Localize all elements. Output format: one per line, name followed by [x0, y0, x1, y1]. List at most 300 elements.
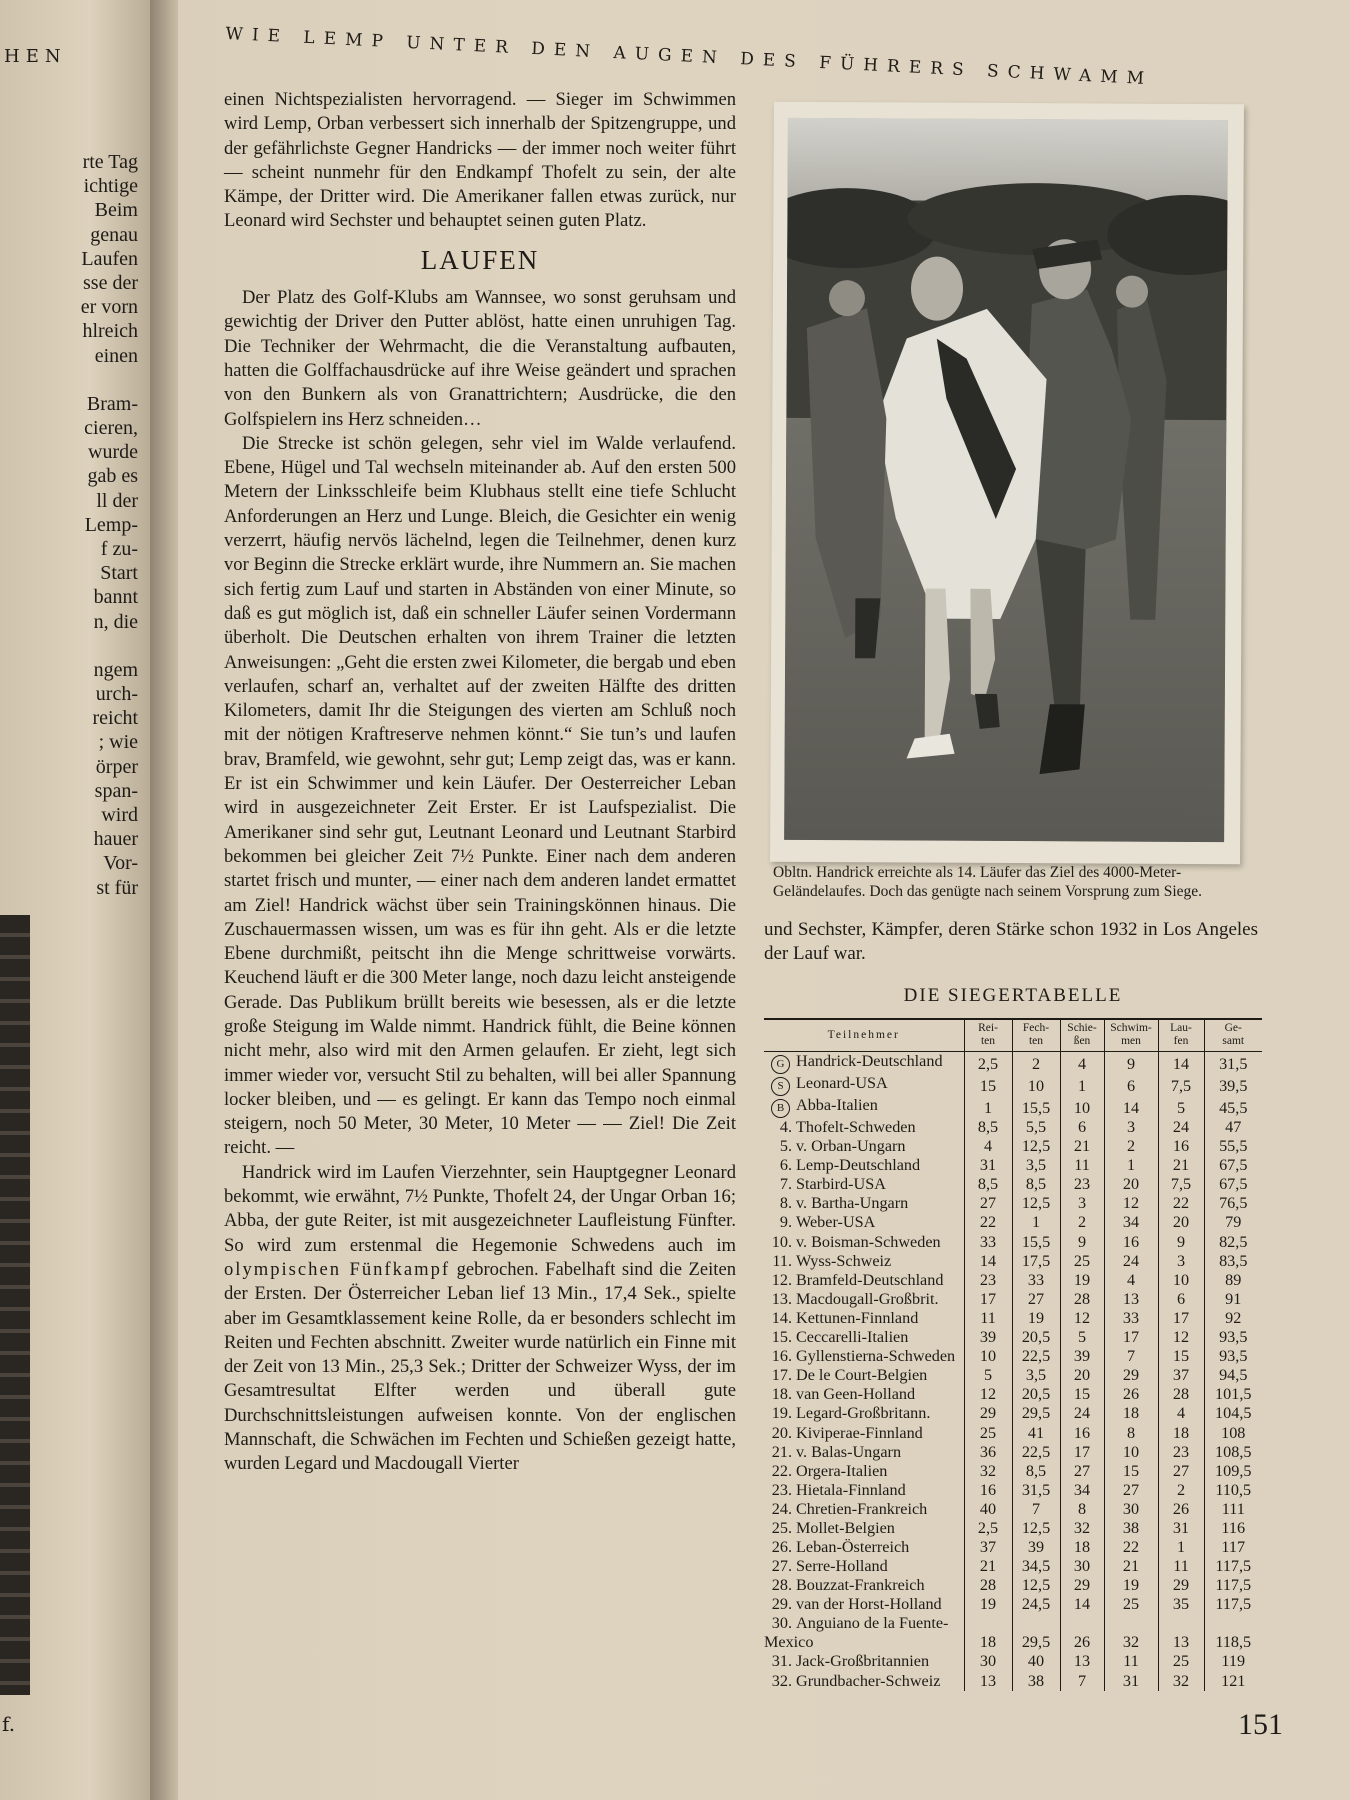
- participant-name: Gyllenstierna-Schweden: [796, 1347, 956, 1366]
- score-cell: 116: [1204, 1519, 1262, 1538]
- header-reiten-2: ten: [980, 1035, 996, 1047]
- participant-cell: [764, 1366, 964, 1385]
- rank-number: 5.: [779, 1137, 792, 1156]
- col-header-reiten: [964, 1019, 1012, 1052]
- col-header-laufen: [1158, 1019, 1204, 1052]
- participant-name: van der Horst-Holland: [796, 1595, 942, 1614]
- rank-number: 7.: [779, 1175, 792, 1194]
- participant-name: Abba-Italien: [796, 1096, 878, 1114]
- score-cell: 108,5: [1204, 1443, 1262, 1462]
- score-cell: 36: [964, 1443, 1012, 1462]
- score-cell: 8,5: [964, 1118, 1012, 1137]
- participant-name: v. Orban-Ungarn: [796, 1137, 906, 1156]
- score-cell: 7: [1104, 1347, 1158, 1366]
- score-cell: 17: [1104, 1328, 1158, 1347]
- score-cell: 26: [1060, 1614, 1104, 1652]
- score-cell: 16: [1104, 1233, 1158, 1252]
- left-page-text-fragments: [81, 150, 138, 900]
- header-laufen-2: fen: [1173, 1035, 1189, 1047]
- col-header-fechten: [1012, 1019, 1060, 1052]
- score-cell: 93,5: [1204, 1347, 1262, 1366]
- left-page-line: ; wie: [98, 731, 138, 754]
- score-cell: 22: [1104, 1538, 1158, 1557]
- participant-cell: [764, 1194, 964, 1213]
- rank-number: 8.: [779, 1194, 792, 1213]
- score-cell: 33: [1012, 1271, 1060, 1290]
- participant-name: Jack-Großbritannien: [796, 1652, 930, 1671]
- participant-name: Bramfeld-Deutschland: [796, 1270, 944, 1289]
- score-cell: 15: [1060, 1385, 1104, 1404]
- score-cell: 31,5: [1204, 1052, 1262, 1075]
- participant-cell: [764, 1175, 964, 1194]
- score-cell: 23: [1158, 1443, 1204, 1462]
- participant-name: Kettunen-Finnland: [796, 1308, 919, 1327]
- table-row: [764, 1194, 1262, 1213]
- score-cell: 27: [1012, 1290, 1060, 1309]
- left-page-line: rte Tag: [82, 151, 138, 173]
- score-cell: 2,5: [964, 1052, 1012, 1075]
- score-cell: 13: [964, 1672, 1012, 1691]
- score-cell: 117,5: [1204, 1576, 1262, 1595]
- score-cell: 9: [1158, 1233, 1204, 1252]
- score-cell: 28: [1158, 1385, 1204, 1404]
- header-gesamt-2: samt: [1222, 1035, 1245, 1047]
- table-row: [764, 1462, 1262, 1481]
- score-cell: 30: [964, 1652, 1012, 1671]
- left-page-line: reicht: [92, 707, 138, 730]
- score-cell: 14: [1158, 1052, 1204, 1075]
- participant-cell: [764, 1347, 964, 1366]
- paragraph-golf-club: Der Platz des Golf-Klubs am Wannsee, wo sonst geruhsam und gewichtig der Driver den Putter ablöst, hatte einen unruhigen Tag. Die Techniker der Wehrmacht, die die Veranstaltung aufbauten, hatten die Golffachausdrücke auf ihre Weise geändert und sprachen von den Bunkern als von Granattrichtern; Ausdrücke, die den Golfspielern ins Herz schneiden…: [224, 287, 736, 430]
- left-page-line: urch-: [95, 683, 138, 706]
- score-cell: 118,5: [1204, 1614, 1262, 1652]
- score-cell: 39: [1012, 1538, 1060, 1557]
- score-cell: 29: [964, 1404, 1012, 1423]
- participant-name: Grundbacher-Schweiz: [796, 1671, 941, 1690]
- participant-name: Wyss-Schweiz: [796, 1251, 892, 1270]
- participant-cell: [764, 1424, 964, 1443]
- left-page-line: [81, 634, 138, 658]
- score-cell: 15: [1158, 1347, 1204, 1366]
- article-intro: einen Nichtspezialisten hervorragend. — Sieger im Schwimmen wird Lemp, Orban verbessert sich innerhalb der Spitzengruppe, und der gefährlichste Gegner Handricks — der immer noch weiter führt — scheint nunmehr für den Endkampf Thofelt zu sein, der alte Kämpe, der Dritter wird. Die Amerikaner fallen etwas zurück, nur Leonard wird Sechster und behauptet seinen guten Platz.: [224, 89, 736, 232]
- rank-number: 4.: [779, 1118, 792, 1136]
- article-column: [224, 88, 736, 1477]
- score-cell: 10: [1104, 1443, 1158, 1462]
- table-row: [764, 1052, 1262, 1075]
- score-cell: 21: [1158, 1156, 1204, 1175]
- table-row: [764, 1385, 1262, 1404]
- score-cell: 35: [1158, 1595, 1204, 1614]
- header-fechten-2: ten: [1028, 1035, 1044, 1047]
- score-cell: 1: [1012, 1213, 1060, 1232]
- score-cell: 6: [1060, 1118, 1104, 1137]
- score-cell: 11: [1060, 1156, 1104, 1175]
- table-row: [764, 1096, 1262, 1118]
- results-table-body: [764, 1052, 1262, 1691]
- table-row: [764, 1652, 1262, 1671]
- score-cell: 15,5: [1012, 1096, 1060, 1118]
- score-cell: 26: [1158, 1500, 1204, 1519]
- score-cell: 38: [1104, 1519, 1158, 1538]
- score-cell: 34: [1104, 1213, 1158, 1232]
- left-page-line: Beim: [94, 199, 138, 222]
- participant-cell: [764, 1652, 964, 1671]
- left-page-line: einen: [94, 344, 138, 367]
- rank-number: 9.: [779, 1213, 792, 1232]
- participant-name: Mollet-Belgien: [796, 1518, 895, 1537]
- score-cell: 16: [1158, 1137, 1204, 1156]
- left-page-line: sse der: [83, 272, 138, 295]
- score-cell: 20,5: [1012, 1328, 1060, 1347]
- score-cell: 14: [964, 1252, 1012, 1271]
- score-cell: 13: [1104, 1290, 1158, 1309]
- score-cell: 7,5: [1158, 1175, 1204, 1194]
- score-cell: 12,5: [1012, 1519, 1060, 1538]
- participant-cell: [764, 1538, 964, 1557]
- left-page-line: Bram-: [86, 392, 138, 415]
- left-page-line: Laufen: [81, 247, 138, 270]
- score-cell: 20: [1104, 1175, 1158, 1194]
- left-page-line: f zu-: [100, 538, 138, 561]
- score-cell: 119: [1204, 1652, 1262, 1671]
- score-cell: 117: [1204, 1538, 1262, 1557]
- table-row: [764, 1309, 1262, 1328]
- col-header-teilnehmer: [764, 1019, 964, 1052]
- score-cell: 20: [1060, 1366, 1104, 1385]
- col-header-schwimmen: [1104, 1019, 1158, 1052]
- left-page-line: Lemp-: [84, 513, 138, 536]
- participant-name: Thofelt-Schweden: [796, 1118, 916, 1136]
- score-cell: 8,5: [1012, 1175, 1060, 1194]
- score-cell: 31: [1158, 1519, 1204, 1538]
- left-page-line: ngem: [93, 658, 138, 681]
- score-cell: 21: [1060, 1137, 1104, 1156]
- participant-cell: [764, 1074, 964, 1096]
- score-cell: 5: [1158, 1096, 1204, 1118]
- table-row: [764, 1213, 1262, 1232]
- score-cell: 38: [1012, 1672, 1060, 1691]
- score-cell: 12: [1158, 1328, 1204, 1347]
- score-cell: 25: [1158, 1652, 1204, 1671]
- article-continuation: und Sechster, Kämpfer, deren Stärke schon 1932 in Los Angeles der Lauf war.: [764, 919, 1258, 964]
- table-row: [764, 1557, 1262, 1576]
- table-row: [764, 1233, 1262, 1252]
- score-cell: 117,5: [1204, 1595, 1262, 1614]
- table-row: [764, 1252, 1262, 1271]
- score-cell: 37: [1158, 1366, 1204, 1385]
- score-cell: 1: [1104, 1156, 1158, 1175]
- score-cell: 40: [1012, 1652, 1060, 1671]
- score-cell: 110,5: [1204, 1481, 1262, 1500]
- medal-icon: B: [771, 1099, 790, 1118]
- participant-cell: [764, 1096, 964, 1118]
- rank-number: 22.: [771, 1461, 792, 1480]
- table-row: [764, 1328, 1262, 1347]
- participant-cell: [764, 1309, 964, 1328]
- participant-name: Legard-Großbritann.: [796, 1404, 931, 1423]
- score-cell: 19: [1104, 1576, 1158, 1595]
- score-cell: 37: [964, 1538, 1012, 1557]
- score-cell: 6: [1104, 1074, 1158, 1096]
- score-cell: 18: [1158, 1424, 1204, 1443]
- rank-number: 31.: [771, 1652, 792, 1671]
- score-cell: 19: [1012, 1309, 1060, 1328]
- photo-caption: Obltn. Handrick erreichte als 14. Läufer das Ziel des 4000-Meter-Geländelaufes. Doch das genügte nach seinem Vorsprung zum Siege.: [773, 864, 1203, 900]
- participant-cell: [764, 1481, 964, 1500]
- table-row: [764, 1519, 1262, 1538]
- participant-cell: [764, 1156, 964, 1175]
- left-page-line: [81, 368, 138, 392]
- left-page-header-fragment: HEN: [4, 46, 67, 67]
- section-heading-laufen: LAUFEN: [420, 244, 540, 275]
- score-cell: 2: [1060, 1213, 1104, 1232]
- rank-number: 19.: [771, 1404, 792, 1423]
- score-cell: 11: [1104, 1652, 1158, 1671]
- score-cell: 30: [1060, 1557, 1104, 1576]
- rank-number: 26.: [771, 1538, 792, 1557]
- table-row: [764, 1595, 1262, 1614]
- score-cell: 10: [1060, 1096, 1104, 1118]
- participant-name: v. Bartha-Ungarn: [796, 1194, 909, 1213]
- score-cell: 13: [1158, 1614, 1204, 1652]
- score-cell: 4: [1158, 1404, 1204, 1423]
- score-cell: 41: [1012, 1424, 1060, 1443]
- score-cell: 27: [1158, 1462, 1204, 1481]
- header-reiten-1: Rei-: [978, 1022, 998, 1034]
- participant-name: Bouzzat-Frankreich: [796, 1576, 925, 1595]
- score-cell: 29,5: [1012, 1614, 1060, 1652]
- rank-number: 11.: [772, 1251, 792, 1270]
- participant-cell: [764, 1137, 964, 1156]
- participant-cell: [764, 1500, 964, 1519]
- header-schiessen-1: Schie-: [1067, 1022, 1097, 1034]
- table-row: [764, 1118, 1262, 1137]
- score-cell: 24: [1104, 1252, 1158, 1271]
- participant-name: Serre-Holland: [796, 1557, 888, 1576]
- score-cell: 8: [1060, 1500, 1104, 1519]
- score-cell: 25: [964, 1424, 1012, 1443]
- left-page-line: bannt: [93, 586, 138, 609]
- score-cell: 7,5: [1158, 1074, 1204, 1096]
- score-cell: 14: [1104, 1096, 1158, 1118]
- left-page-line: örper: [95, 755, 138, 778]
- participant-name: Lemp-Deutschland: [796, 1156, 921, 1175]
- score-cell: 47: [1204, 1118, 1262, 1137]
- score-cell: 1: [1060, 1074, 1104, 1096]
- table-title: DIE SIEGERTABELLE: [903, 985, 1123, 1006]
- score-cell: 17: [964, 1290, 1012, 1309]
- results-text-b: gebrochen. Fabelhaft sind die Zeiten der Ersten. Der Österreicher Leban lief 13 Min., 17,4 Sek., spielte aber im Gesamtklassement keine Rolle, da er besonders schlecht im Reiten und Fechten abschnitt. Zweiter wurde natürlich ein Finne mit der Zeit von 13 Min., 25,3 Sek.; Dritter der Schweizer Wyss, der im Gesamtresultat Elfter werden und überall gute Durchschnittsleistungen aufweisen konnte. Von der englischen Mannschaft, die Schwächen im Fechten und Schießen gezeigt hatte, wurden Legard und Macdougall Vierter: [224, 1258, 736, 1475]
- rank-number: 17.: [771, 1366, 792, 1385]
- score-cell: 34,5: [1012, 1557, 1060, 1576]
- rank-number: 10.: [771, 1232, 792, 1251]
- table-row: [764, 1290, 1262, 1309]
- score-cell: 15: [964, 1074, 1012, 1096]
- participant-cell: [764, 1328, 964, 1347]
- score-cell: 104,5: [1204, 1404, 1262, 1423]
- left-page-line: span-: [94, 779, 138, 802]
- table-row: [764, 1347, 1262, 1366]
- score-cell: 3,5: [1012, 1156, 1060, 1175]
- score-cell: 4: [964, 1137, 1012, 1156]
- score-cell: 21: [1104, 1557, 1158, 1576]
- score-cell: 32: [1104, 1614, 1158, 1652]
- rank-number: 27.: [771, 1557, 792, 1576]
- score-cell: 29: [1104, 1366, 1158, 1385]
- score-cell: 17: [1158, 1309, 1204, 1328]
- left-page-line: ll der: [96, 489, 138, 512]
- header-laufen-1: Lau-: [1170, 1022, 1192, 1034]
- score-cell: 117,5: [1204, 1557, 1262, 1576]
- rank-number: 12.: [771, 1270, 792, 1289]
- score-cell: 10: [1158, 1271, 1204, 1290]
- score-cell: 39: [964, 1328, 1012, 1347]
- score-cell: 33: [964, 1233, 1012, 1252]
- score-cell: 82,5: [1204, 1233, 1262, 1252]
- left-page-line: er vorn: [80, 296, 138, 319]
- rank-number: 29.: [771, 1595, 792, 1614]
- score-cell: 29,5: [1012, 1404, 1060, 1423]
- score-cell: 16: [964, 1481, 1012, 1500]
- left-page-line: gab es: [87, 465, 138, 488]
- score-cell: 11: [1158, 1557, 1204, 1576]
- rank-number: 30.: [771, 1614, 792, 1633]
- score-cell: 18: [1104, 1404, 1158, 1423]
- score-cell: 32: [1158, 1672, 1204, 1691]
- participant-cell: [764, 1290, 964, 1309]
- paragraph-race: Die Strecke ist schön gelegen, sehr viel im Walde verlaufend. Ebene, Hügel und Tal wechseln miteinander ab. Auf den ersten 500 Metern der Linksschleife beim Klubhaus stellt eine tiefe Schlucht Anforderungen an Herz und Lunge. Bleich, die Gesichter ein wenig verzerrt, häufig nervös lächelnd, legen die Teilnehmer, denen kurz vor Beginn die Strecke erklärt wurde, ihre Nummern an. Sie machen sich fertig zum Lauf und starten in Abständen von einer Minute, so daß es gut möglich ist, daß ein schneller Läufer seinen Vordermann überholt. Die Deutschen erhalten von ihrem Trainer die letzten Anweisungen: „Geht die ersten zwei Kilometer, die bergab und eben verlaufen, scharf an, verhaltet auf der zweiten Hälfte des dritten Kilometers, damit Ihr die Steigungen des vierten am Schluß noch mit der nötigen Kraftreserve nehmen könnt.“ Sie tun’s und laufen brav, Bramfeld, wie gewohnt, sehr gut; Lemp zeigt das, was er kann. Er ist ein Schwimmer und kein Läufer. Der Oesterreicher Leban wird in ausgezeichneter Zeit Erster. Er ist Laufspezialist. Die Amerikaner sind sehr gut, Leutnant Leonard und Leutnant Starbird bekommen bei gleicher Zeit 7½ Punkte. Einer nach dem anderen startet frisch und munter, — einer nach dem anderen landet ermattet am Ziel! Handrick wächst über sein Trainingskönnen hinaus. Die Zuschauermassen wissen, um was es für ihn geht. Als er die letzte Ebene durchmißt, peitscht ihn die Menge schrittweise vorwärts. Keuchend läuft er die 300 Meter lange, noch dazu leicht ansteigende Gerade. Das Publikum brüllt bereits wie besessen, als er die letzte große Steigung im Walde nimmt. Handrick fühlt, die Beine können nicht mehr, also wird mit den Armen gelaufen. Er zieht, legt sich immer wieder vor, versucht Stil zu behalten, will bei aller Spannung locker bleiben, und — es gelingt. Er kann das Tempo noch einmal steigern, noch 50 Meter, 30 Meter, 10 Meter — — Ziel! Die Zeit reicht. —: [224, 432, 736, 1159]
- running-head: WIE LEMP UNTER DEN AUGEN DES FÜHRERS SCHWAMM: [225, 24, 1154, 90]
- score-cell: 5,5: [1012, 1118, 1060, 1137]
- score-cell: 27: [1060, 1462, 1104, 1481]
- score-cell: 12,5: [1012, 1194, 1060, 1213]
- score-cell: 121: [1204, 1672, 1262, 1691]
- participant-name: Chretien-Frankreich: [796, 1499, 928, 1518]
- score-cell: 28: [964, 1576, 1012, 1595]
- score-cell: 19: [1060, 1271, 1104, 1290]
- score-cell: 94,5: [1204, 1366, 1262, 1385]
- participant-name: Starbird-USA: [796, 1175, 886, 1194]
- left-page-line: st für: [96, 876, 138, 899]
- col-header-gesamt: [1204, 1019, 1262, 1052]
- score-cell: 11: [964, 1309, 1012, 1328]
- score-cell: 31: [964, 1156, 1012, 1175]
- results-text-a: Handrick wird im Laufen Vierzehnter, sein Hauptgegner Leonard bekommt, wie erwähnt, 7½ Punkte, Thofelt 24, der Ungar Orban 16; Abba, der gute Reiter, ist mit ausgezeichneter Laufleistung Fünfter. So wird zum erstenmal die Hegemonie Schwedens auch im: [224, 1161, 736, 1256]
- table-header-row: [764, 1019, 1262, 1052]
- table-row: [764, 1074, 1262, 1096]
- score-cell: 6: [1158, 1290, 1204, 1309]
- table-row: [764, 1137, 1262, 1156]
- col-header-schiessen: [1060, 1019, 1104, 1052]
- score-cell: 30: [1104, 1500, 1158, 1519]
- participant-name: v. Boisman-Schweden: [796, 1232, 941, 1251]
- score-cell: 22,5: [1012, 1443, 1060, 1462]
- participant-cell: [764, 1213, 964, 1232]
- rank-number: 13.: [771, 1289, 792, 1308]
- left-page-line: n, die: [93, 610, 138, 633]
- header-fechten-1: Fech-: [1022, 1022, 1050, 1034]
- results-table: [764, 1018, 1262, 1691]
- score-cell: 13: [1060, 1652, 1104, 1671]
- score-cell: 3: [1158, 1252, 1204, 1271]
- score-cell: 9: [1104, 1052, 1158, 1075]
- score-cell: 15: [1104, 1462, 1158, 1481]
- score-cell: 20,5: [1012, 1385, 1060, 1404]
- score-cell: 8,5: [964, 1175, 1012, 1194]
- table-row: [764, 1443, 1262, 1462]
- score-cell: 76,5: [1204, 1194, 1262, 1213]
- left-page-line: wurde: [88, 441, 138, 464]
- score-cell: 32: [1060, 1519, 1104, 1538]
- participant-name: Kiviperae-Finnland: [796, 1423, 923, 1442]
- score-cell: 67,5: [1204, 1175, 1262, 1194]
- score-cell: 22: [1158, 1194, 1204, 1213]
- rank-number: 28.: [771, 1576, 792, 1595]
- score-cell: 45,5: [1204, 1096, 1262, 1118]
- table-row: [764, 1538, 1262, 1557]
- participant-cell: [764, 1443, 964, 1462]
- rank-number: 6.: [779, 1156, 792, 1175]
- participant-name: Weber-USA: [796, 1213, 876, 1232]
- rank-number: 21.: [771, 1442, 792, 1461]
- score-cell: 2: [1104, 1137, 1158, 1156]
- table-row: [764, 1175, 1262, 1194]
- score-cell: 92: [1204, 1309, 1262, 1328]
- score-cell: 55,5: [1204, 1137, 1262, 1156]
- score-cell: 7: [1012, 1500, 1060, 1519]
- table-row: [764, 1404, 1262, 1423]
- score-cell: 93,5: [1204, 1328, 1262, 1347]
- score-cell: 4: [1060, 1052, 1104, 1075]
- score-cell: 12: [964, 1385, 1012, 1404]
- participant-cell: [764, 1404, 964, 1423]
- score-cell: 20: [1158, 1213, 1204, 1232]
- score-cell: 29: [1060, 1576, 1104, 1595]
- score-cell: 19: [964, 1595, 1012, 1614]
- participant-name: De le Court-Belgien: [796, 1366, 928, 1385]
- table-row: [764, 1614, 1262, 1652]
- score-cell: 31,5: [1012, 1481, 1060, 1500]
- score-cell: 25: [1104, 1595, 1158, 1614]
- score-cell: 7: [1060, 1672, 1104, 1691]
- score-cell: 12,5: [1012, 1576, 1060, 1595]
- score-cell: 79: [1204, 1213, 1262, 1232]
- participant-name: van Geen-Holland: [796, 1385, 916, 1404]
- participant-name: v. Balas-Ungarn: [796, 1442, 902, 1461]
- score-cell: 40: [964, 1500, 1012, 1519]
- participant-cell: [764, 1672, 964, 1691]
- left-page-photo-edge: [0, 915, 30, 1695]
- score-cell: 101,5: [1204, 1385, 1262, 1404]
- left-page-footer-fragment: f.: [2, 1712, 16, 1736]
- participant-cell: [764, 1614, 964, 1652]
- score-cell: 28: [1060, 1290, 1104, 1309]
- participant-cell: [764, 1519, 964, 1538]
- participant-name: Orgera-Italien: [796, 1461, 888, 1480]
- score-cell: 10: [1012, 1074, 1060, 1096]
- participant-name: Leonard-USA: [796, 1074, 888, 1092]
- rank-number: 23.: [771, 1480, 792, 1499]
- book-gutter: [150, 0, 178, 1800]
- score-cell: 8,5: [1012, 1462, 1060, 1481]
- left-page-line: Start: [100, 562, 138, 585]
- score-cell: 27: [1104, 1481, 1158, 1500]
- participant-cell: [764, 1233, 964, 1252]
- participant-name: Ceccarelli-Italien: [796, 1328, 909, 1347]
- score-cell: 12,5: [1012, 1137, 1060, 1156]
- participant-cell: [764, 1595, 964, 1614]
- table-row: [764, 1271, 1262, 1290]
